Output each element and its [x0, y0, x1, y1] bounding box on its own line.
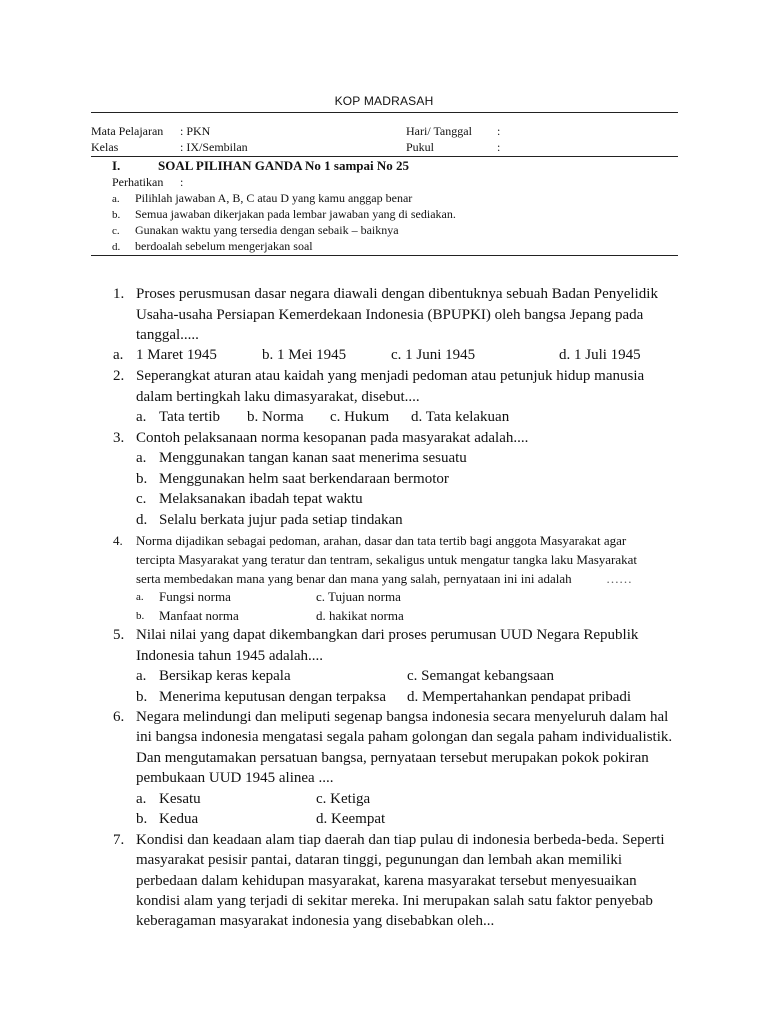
kelas-label: Kelas	[91, 140, 119, 154]
question-text-line: tercipta Masyarakat yang teratur dan tentram, sekaligus untuk mengatur tangka laku Masyarakat	[136, 552, 638, 567]
question-text-line: ini bangsa indonesia mengatasi segala paham golongan dan segala paham individualistik.	[136, 729, 673, 745]
option-letter: b.	[136, 689, 148, 705]
option-letter: b.	[136, 811, 148, 827]
question-text-line: Negara melindungi dan meliputi segenap bangsa indonesia secara menyeluruh dalam hal	[136, 709, 669, 725]
header-rule-middle	[91, 156, 678, 157]
question-text-line: Seperangkat aturan atau kaidah yang menjadi pedoman atau petunjuk hidup manusia	[136, 368, 645, 384]
question-text-line: Nilai nilai yang dapat dikembangkan dari proses perumusan UUD Negara Republik	[136, 627, 639, 643]
instruction-text: Pilihlah jawaban A, B, C atau D yang kamu anggap benar	[135, 191, 413, 205]
pukul-value: :	[497, 140, 501, 154]
option-c: c. Tujuan norma	[316, 589, 401, 604]
question-number: 3.	[113, 430, 125, 446]
instruction-letter: b.	[112, 209, 121, 221]
option-letter: a.	[113, 347, 124, 363]
question-number: 1.	[113, 286, 125, 302]
option-b: b. 1 Mei 1945	[262, 347, 347, 363]
question-text-line: Proses perusmusan dasar negara diawali dengan dibentuknya sebuah Badan Penyelidik	[136, 286, 658, 302]
section-title: SOAL PILIHAN GANDA No 1 sampai No 25	[158, 158, 410, 173]
option-letter: c.	[136, 491, 147, 507]
question-number: 2.	[113, 368, 125, 384]
option-letter: a.	[136, 409, 147, 425]
question-number: 7.	[113, 832, 125, 848]
option-a: Tata tertib	[159, 409, 221, 425]
option-d: d. 1 Juli 1945	[559, 347, 641, 363]
question-number: 5.	[113, 627, 125, 643]
kelas-value: : IX/Sembilan	[180, 140, 248, 154]
question-text-line: Norma dijadikan sebagai pedoman, arahan, dasar dan tata tertib bagi anggota Masyarakat agar	[136, 533, 627, 548]
mapel-value: : PKN	[180, 124, 211, 138]
option-b: Manfaat norma	[159, 608, 239, 623]
perhatikan-label: Perhatikan	[112, 175, 164, 189]
option-b: b. Norma	[247, 409, 304, 425]
option-a: 1 Maret 1945	[136, 347, 217, 363]
question-text-line: Indonesia tahun 1945 adalah....	[136, 648, 324, 664]
pukul-label: Pukul	[406, 140, 435, 154]
option-a: Menggunakan tangan kanan saat menerima sesuatu	[159, 450, 467, 466]
instruction-text: berdoalah sebelum mengerjakan soal	[135, 239, 313, 253]
option-c: c. 1 Juni 1945	[391, 347, 476, 363]
option-b: Menggunakan helm saat berkendaraan bermotor	[159, 471, 449, 487]
option-b: Kedua	[159, 811, 199, 827]
option-letter: a.	[136, 791, 147, 807]
question-text-line: Dan mengutamakan persatuan bangsa, pernyataan tersebut merupakan pokok pokiran	[136, 750, 649, 766]
header-rule-bottom	[91, 255, 678, 256]
kop-madrasah-title: KOP MADRASAH	[334, 94, 434, 108]
option-c: c. Ketiga	[316, 791, 371, 807]
option-letter: a.	[136, 668, 147, 684]
option-letter: a.	[136, 450, 147, 466]
hari-tanggal-label: Hari/ Tanggal	[406, 124, 472, 138]
perhatikan-colon: :	[180, 175, 184, 189]
option-d: d. hakikat norma	[316, 608, 404, 623]
header-rule-top	[91, 112, 678, 113]
option-d: Selalu berkata jujur pada setiap tindakan	[159, 512, 403, 528]
instruction-text: Semua jawaban dikerjakan pada lembar jawaban yang di sediakan.	[135, 207, 456, 221]
question-text-line: dalam bertingkah laku dimasyarakat, disebut....	[136, 389, 420, 405]
instruction-letter: a.	[112, 193, 120, 205]
question-text-line: perbedaan dalam kehidupan masyarakat, karena masyarakat tersebut menyesuaikan	[136, 873, 637, 889]
question-text-line: Kondisi dan keadaan alam tiap daerah dan tiap pulau di indonesia berbeda-beda. Seperti	[136, 832, 665, 848]
option-a: Fungsi norma	[159, 589, 231, 604]
question-number: 6.	[113, 709, 125, 725]
option-letter: b.	[136, 610, 145, 622]
option-d: d. Tata kelakuan	[411, 409, 510, 425]
question-text-line: pembukaan UUD 1945 alinea ....	[136, 770, 334, 786]
option-c: Melaksanakan ibadah tepat waktu	[159, 491, 363, 507]
question-text-line: tanggal.....	[136, 327, 199, 343]
section-numeral: I.	[112, 158, 121, 173]
question-text-line: serta membedakan mana yang benar dan mana yang salah, pernyataan ini ini adalah	[136, 571, 572, 586]
question-text-line: Contoh pelaksanaan norma kesopanan pada masyarakat adalah....	[136, 430, 529, 446]
option-a: Bersikap keras kepala	[159, 668, 291, 684]
instruction-letter: c.	[112, 225, 120, 237]
question-text-line: keberagaman masyarakat indonesia yang disebabkan oleh...	[136, 913, 495, 929]
option-letter: a.	[136, 591, 144, 603]
option-letter: d.	[136, 512, 148, 528]
question-text-line: Usaha-usaha Persiapan Kemerdekaan Indonesia (BPUPKI) oleh bangsa Jepang pada	[136, 307, 644, 323]
hari-tanggal-value: :	[497, 124, 501, 138]
question-ellipsis: ……	[606, 571, 632, 586]
option-d: d. Mempertahankan pendapat pribadi	[407, 689, 632, 705]
instruction-letter: d.	[112, 241, 121, 253]
option-d: d. Keempat	[316, 811, 386, 827]
option-c: c. Semangat kebangsaan	[407, 668, 555, 684]
option-c: c. Hukum	[330, 409, 390, 425]
question-text-line: masyarakat pesisir pantai, dataran tinggi, pegunungan dan lembah akan memiliki	[136, 852, 623, 868]
mapel-label: Mata Pelajaran	[91, 124, 164, 138]
question-text-line: kondisi alam yang terjadi di sekitar mereka. Ini merupakan salah satu faktor penyebab	[136, 893, 653, 909]
question-number: 4.	[113, 533, 123, 548]
option-letter: b.	[136, 471, 148, 487]
instruction-text: Gunakan waktu yang tersedia dengan sebaik – baiknya	[135, 223, 399, 237]
option-b: Menerima keputusan dengan terpaksa	[159, 689, 386, 705]
option-a: Kesatu	[159, 791, 201, 807]
